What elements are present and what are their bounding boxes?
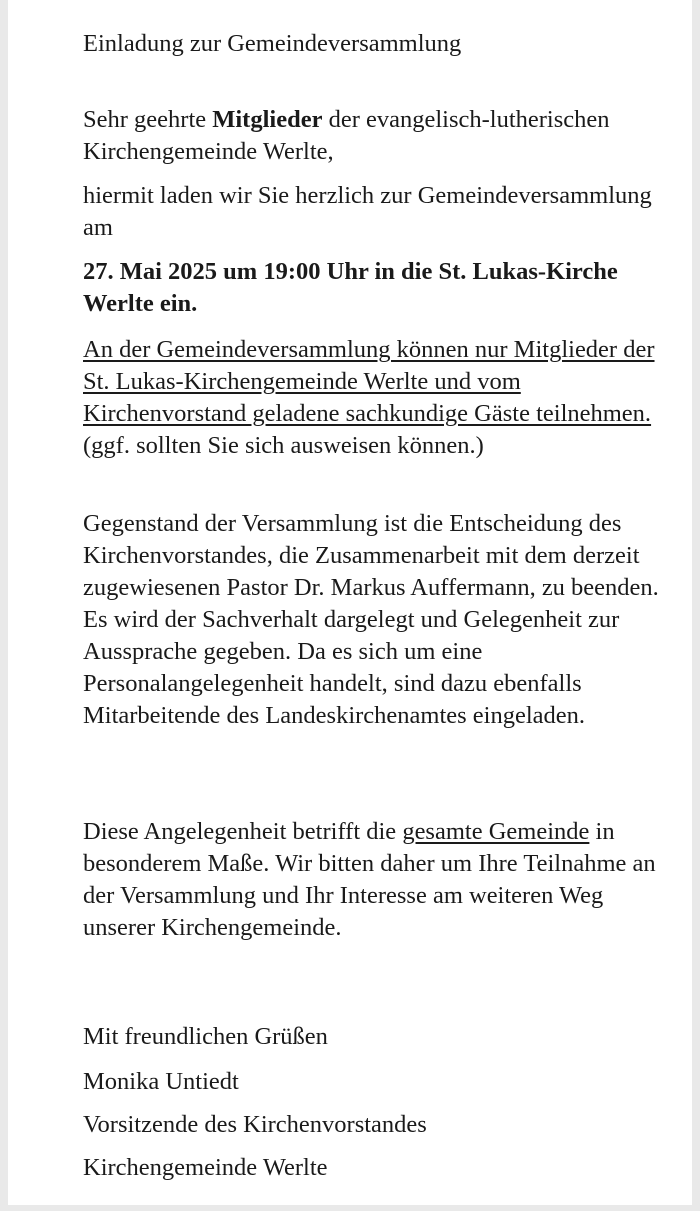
matter-prefix: Diese Angelegenheit betrifft die [83,818,403,845]
invite-paragraph: hiermit laden wir Sie herzlich zur Gemeindeversammlung am [83,182,652,241]
signature-name: Monika Untiedt [83,1068,239,1095]
members-note: (ggf. sollten Sie sich ausweisen können.) [83,432,484,459]
greeting-bold-word: Mitglieder [212,106,323,133]
document-title: Einladung zur Gemeindeversammlung [83,30,462,57]
subject-paragraph: Gegenstand der Versammlung ist die Entscheidung des Kirchenvorstandes, die Zusammenarbeit mit dem derzeit zugewiesenen Pastor Dr. Markus Auffermann, zu beenden. Es wird der Sachverhalt dargelegt und Gelegenheit zur Aussprache gegeben. Da es sich um eine Personalangelegenheit handelt, sind dazu ebenfalls Mitarbeitende des Landeskirchenamtes eingeladen. [83,510,659,729]
matter-paragraph [83,816,662,944]
document-page [8,0,692,1205]
greeting-prefix: Sehr geehrte [83,106,213,133]
members-underlined-text: An der Gemeindeversammlung können nur Mitglieder der St. Lukas-Kirchengemeinde Werlte und vom Kirchenvorstand geladene sachkundige Gäste teilnehmen. [83,336,655,427]
greeting-suffix: der evangelisch-lutherischen Kirchengemeinde Werlte, [83,106,610,165]
signature-role: Vorsitzende des Kirchenvorstandes [83,1111,427,1138]
matter-underlined-text: gesamte Gemeinde [402,818,590,845]
members-paragraph [83,334,662,462]
signature-organization: Kirchengemeinde Werlte [83,1154,328,1181]
date-location-paragraph: 27. Mai 2025 um 19:00 Uhr in die St. Lukas-Kirche Werlte ein. [83,258,618,317]
closing-line: Mit freundlichen Grüßen [83,1023,328,1050]
matter-suffix: in besonderem Maße. Wir bitten daher um Ihre Teilnahme an der Versammlung und Ihr Interesse am weiteren Weg unserer Kirchengemeinde. [83,818,656,941]
greeting-paragraph [83,104,662,168]
